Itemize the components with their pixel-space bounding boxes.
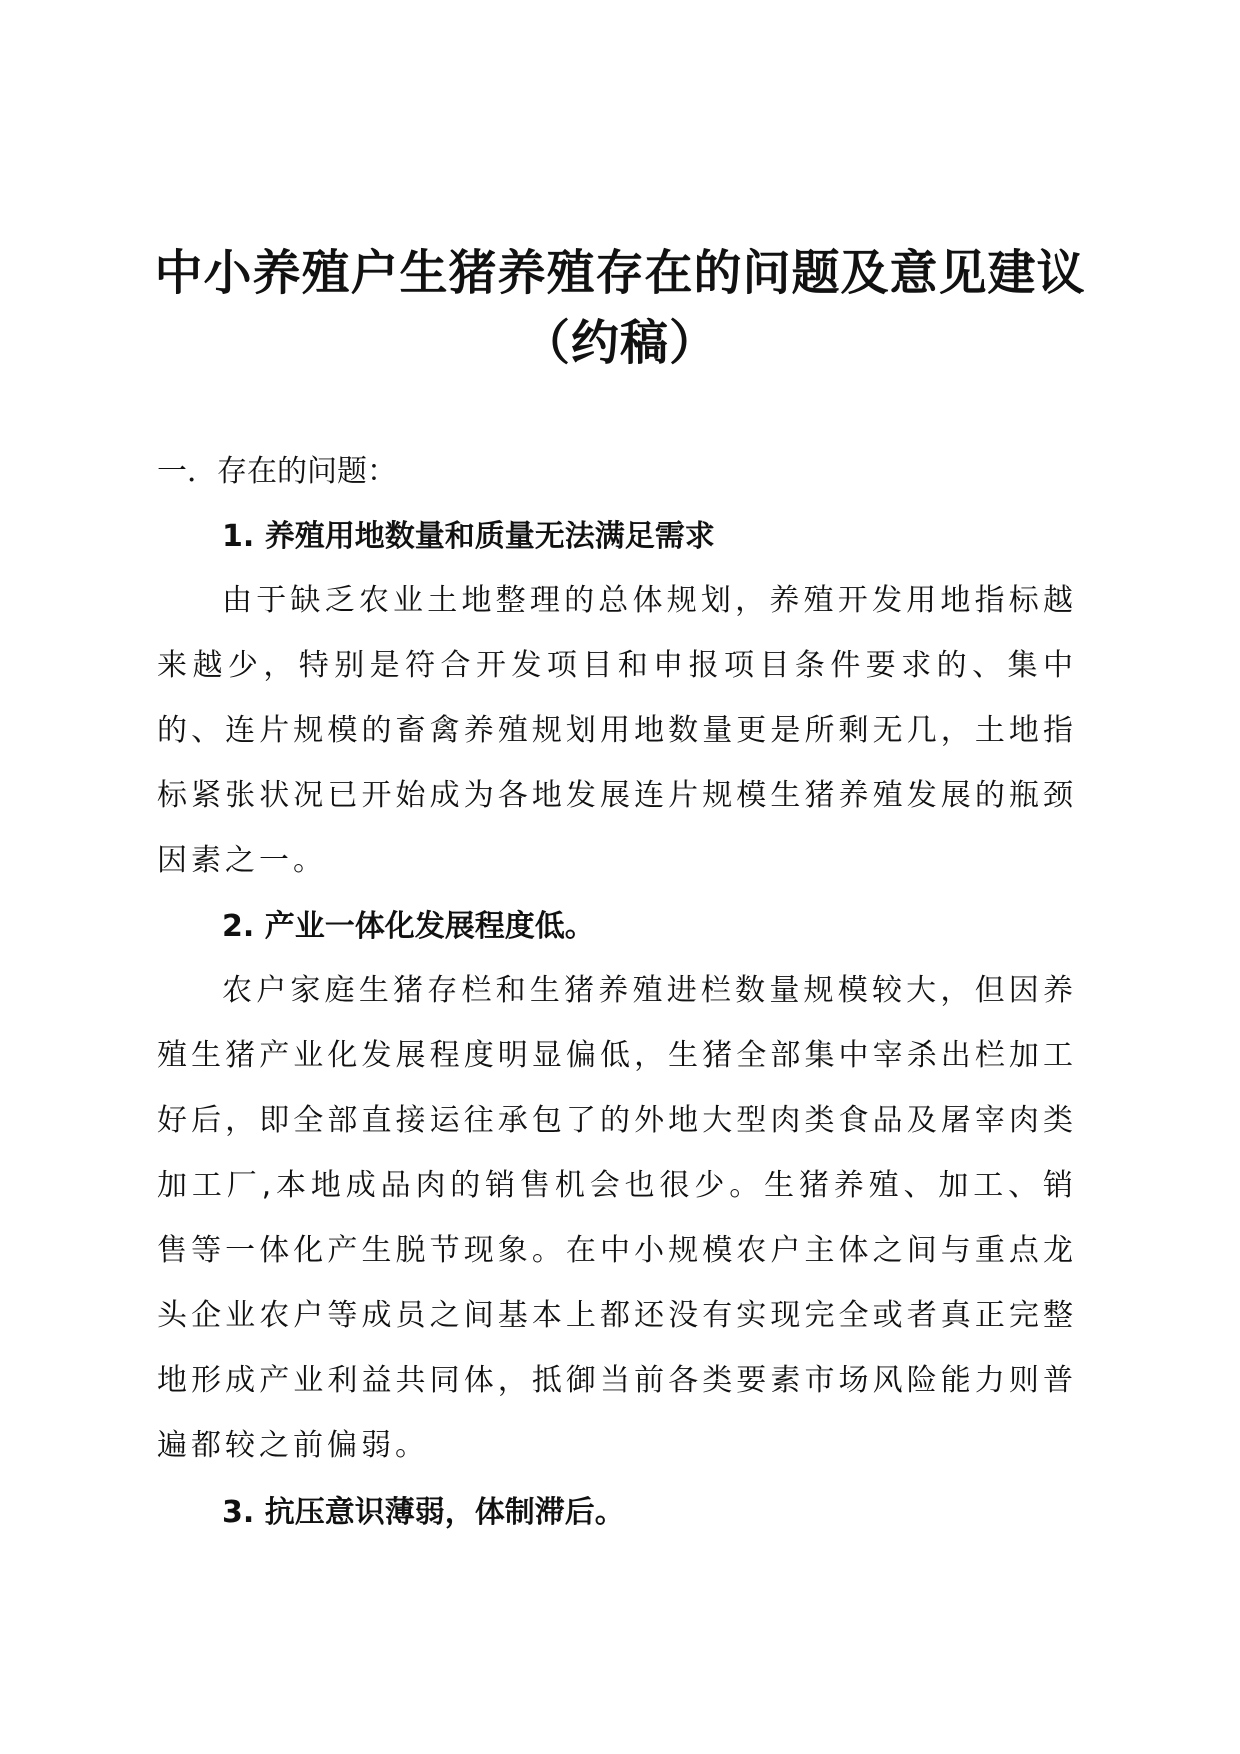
item-body-land: 由于缺乏农业土地整理的总体规划，养殖开发用地指标越来越少，特别是符合开发项目和申报项目条件要求的、集中的、连片规模的畜禽养殖规划用地数量更是所剩无几，土地指标紧张状况已开始成为各地发展连片规模生猪养殖发展的瓶颈因素之一。 bbox=[157, 583, 1077, 878]
item-heading-land: 1. 养殖用地数量和质量无法满足需求 bbox=[222, 519, 715, 554]
item-heading-integration: 2. 产业一体化发展程度低。 bbox=[222, 909, 595, 944]
document-subtitle: （约稿） bbox=[521, 315, 718, 371]
item-heading-awareness: 3. 抗压意识薄弱，体制滞后。 bbox=[222, 1495, 625, 1530]
section-heading-problems: 一．存在的问题： bbox=[157, 454, 397, 489]
item-body-integration: 农户家庭生猪存栏和生猪养殖进栏数量规模较大，但因养殖生猪产业化发展程度明显偏低，生猪全部集中宰杀出栏加工好后，即全部直接运往承包了的外地大型肉类食品及屠宰肉类加工厂,本地成品肉的销售机会也很少。生猪养殖、加工、销售等一体化产生脱节现象。在中小规模农户主体之间与重点龙头企业农户等成员之间基本上都还没有实现完全或者真正完整地形成产业利益共同体，抵御当前各类要素市场风险能力则普遍都较之前偏弱。 bbox=[157, 973, 1077, 1463]
document-title: 中小养殖户生猪养殖存在的问题及意见建议 bbox=[154, 245, 1086, 301]
